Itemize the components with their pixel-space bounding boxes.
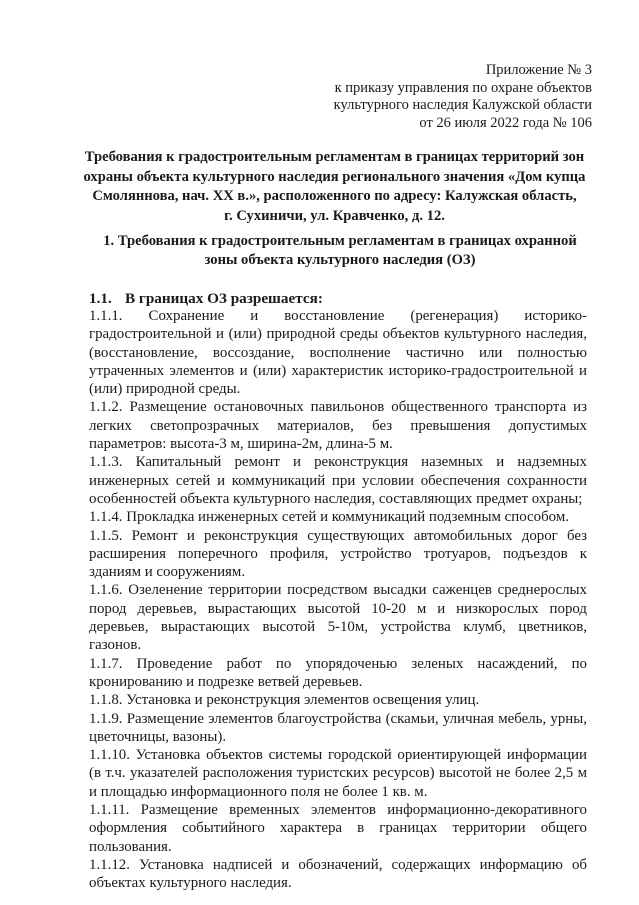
title-line-2: охраны объекта культурного наследия регионального значения «Дом купца xyxy=(83,168,586,185)
appendix-number: Приложение № 3 xyxy=(485,62,592,78)
section-heading-line-1: 1. Требования к градостроительным регламентам в границах охранной xyxy=(103,233,577,249)
appendix-order-line: к приказу управления по охране объектов xyxy=(334,79,592,96)
list-item: 1.1.10. Установка объектов системы городской ориентирующей информации (в т.ч. указателей расположения туристских ресурсов) высотой не более 2,5 м и площадью информационного поля не более 1 кв. м. xyxy=(89,747,587,800)
list-item: 1.1.11. Размещение временных элементов информационно-декоративного оформления событийного характера в границах территории общего пользования. xyxy=(89,802,587,855)
list-item: 1.1.2. Размещение остановочных павильонов общественного транспорта из легких светопрозрачных материалов, без превышения допустимых параметров: высота-3 м, ширина-2м, длина-5 м. xyxy=(89,399,587,453)
section-heading xyxy=(95,232,585,270)
title-line-4: г. Сухиничи, ул. Кравченко, д. 12. xyxy=(224,207,445,224)
title-line-3: Смоляннова, нач. XX в.», расположенного по адресу: Калужская область, xyxy=(92,188,577,204)
list-item: 1.1.8. Установка и реконструкция элементов освещения улиц. xyxy=(89,692,480,709)
appendix-authority-line: культурного наследия Калужской области xyxy=(333,97,592,113)
appendix-date-line: от 26 июля 2022 года № 106 xyxy=(419,114,592,131)
list-item: 1.1.4. Прокладка инженерных сетей и коммуникаций подземным способом. xyxy=(89,509,569,526)
subsection-title: В границах ОЗ разрешается: xyxy=(125,290,323,307)
requirements-list xyxy=(89,307,587,893)
list-item: 1.1.9. Размещение элементов благоустройства (скамьи, уличная мебель, урны, цветочницы, вазоны). xyxy=(89,710,587,745)
list-item: 1.1.6. Озеленение территории посредством высадки саженцев среднерослых пород деревьев, вырастающих высотой 10-20 м и низкорослых пород деревьев, вырастающих высотой 5-10м, устройства клумб, цветников, газонов. xyxy=(89,582,587,654)
list-item: 1.1.12. Установка надписей и обозначений, содержащих информацию об объектах культурного наследия. xyxy=(89,856,587,892)
section-heading-line-2: зоны объекта культурного наследия (ОЗ) xyxy=(204,252,476,268)
subsection-number: 1.1. xyxy=(89,290,112,307)
subsection-heading xyxy=(89,290,323,308)
document-title xyxy=(82,148,587,226)
appendix-header xyxy=(292,62,592,132)
list-item: 1.1.7. Проведение работ по упорядоченью зеленых насаждений, по кронированию и подрезке ветвей деревьев. xyxy=(89,655,587,690)
list-item: 1.1.3. Капитальный ремонт и реконструкция наземных и надземных инженерных сетей и коммуникаций при условии обеспечения сохранности особенностей объекта культурного наследия, составляющих предмет охраны; xyxy=(89,454,587,507)
list-item: 1.1.5. Ремонт и реконструкция существующих автомобильных дорог без расширения поперечного профиля, устройство тротуаров, подъездов к зданиям и сооружениям. xyxy=(89,527,587,581)
title-line-1: Требования к градостроительным регламентам в границах территорий зон xyxy=(84,149,585,165)
list-item: 1.1.1. Сохранение и восстановление (регенерация) историко-градостроительной и (или) природной среды объектов культурного наследия, (восстановление, воссоздание, восполнение частично или полностью утраченных элементов и (или) характеристик историко-градостроительной и (или) природной среды. xyxy=(89,308,587,398)
